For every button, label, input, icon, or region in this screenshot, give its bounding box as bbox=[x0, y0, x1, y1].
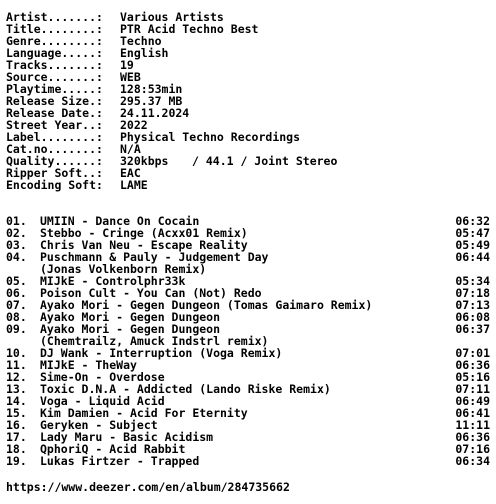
track-title: Ayako Mori - Gegen Dungeon bbox=[40, 322, 221, 336]
track-title: Voga - Liquid Acid bbox=[40, 394, 165, 408]
meta-value: PTR Acid Techno Best bbox=[120, 22, 259, 36]
meta-value: 128:53min bbox=[120, 82, 183, 96]
quality-rest: / 44.1 / Joint Stereo bbox=[192, 154, 338, 168]
meta-value: WEB bbox=[120, 70, 141, 84]
meta-key: Encoding Soft: bbox=[6, 178, 103, 192]
track-duration: 05:34 bbox=[455, 274, 490, 288]
track-number: 08. bbox=[6, 310, 27, 324]
meta-value: 19 bbox=[120, 58, 134, 72]
track-duration: 07:01 bbox=[455, 346, 490, 360]
metadata-block bbox=[6, 11, 490, 191]
track-title-continuation: (Jonas Volkenborn Remix) bbox=[40, 262, 207, 276]
meta-key: Title........: bbox=[6, 22, 103, 36]
track-duration: 06:49 bbox=[455, 394, 490, 408]
track-duration: 07:13 bbox=[455, 298, 490, 312]
track-title: Sime-On - Overdose bbox=[40, 370, 165, 384]
meta-value: LAME bbox=[120, 178, 148, 192]
track-title: Geryken - Subject bbox=[40, 418, 158, 432]
meta-value: 295.37 MB bbox=[120, 94, 183, 108]
track-title: Kim Damien - Acid For Eternity bbox=[40, 406, 248, 420]
quality-bitrate: 320kbps bbox=[120, 154, 169, 168]
meta-value: Various Artists bbox=[120, 10, 224, 24]
meta-key: Language.....: bbox=[6, 46, 103, 60]
track-number: 05. bbox=[6, 274, 27, 288]
track-number: 11. bbox=[6, 358, 27, 372]
meta-key: Cat.no.......: bbox=[6, 142, 103, 156]
tracklist bbox=[6, 215, 490, 467]
meta-key: Genre........: bbox=[6, 34, 103, 48]
track-number: 07. bbox=[6, 298, 27, 312]
meta-value: EAC bbox=[120, 166, 141, 180]
track-title: MIJkE - Controlphr33k bbox=[40, 274, 186, 288]
track-number: 01. bbox=[6, 214, 27, 228]
track-number: 09. bbox=[6, 322, 27, 336]
track-duration: 05:49 bbox=[455, 238, 490, 252]
track-duration: 06:36 bbox=[455, 358, 490, 372]
track-number: 18. bbox=[6, 442, 27, 456]
meta-key: Street Year..: bbox=[6, 118, 103, 132]
meta-key: Artist.......: bbox=[6, 10, 103, 24]
track-number: 04. bbox=[6, 250, 27, 264]
track-number: 15. bbox=[6, 406, 27, 420]
track-title: Ayako Mori - Gegen Dungeon (Tomas Gaimaro Remix) bbox=[40, 298, 373, 312]
track-number: 02. bbox=[6, 226, 27, 240]
track-number: 03. bbox=[6, 238, 27, 252]
track-number: 17. bbox=[6, 430, 27, 444]
track-title: UMIIN - Dance On Cocain bbox=[40, 214, 200, 228]
track-title: Toxic D.N.A - Addicted (Lando Riske Remix) bbox=[40, 382, 331, 396]
meta-key: Tracks.......: bbox=[6, 58, 103, 72]
track-number: 13. bbox=[6, 382, 27, 396]
track-number: 14. bbox=[6, 394, 27, 408]
track-duration: 07:11 bbox=[455, 382, 490, 396]
track-duration: 06:32 bbox=[455, 214, 490, 228]
track-title-continuation: (Chemtrailz, Amuck Indstrl remix) bbox=[40, 334, 269, 348]
track-duration: 06:36 bbox=[455, 430, 490, 444]
track-duration: 05:16 bbox=[455, 370, 490, 384]
track-duration: 06:41 bbox=[455, 406, 490, 420]
meta-key: Playtime.....: bbox=[6, 82, 103, 96]
track-duration: 07:18 bbox=[455, 286, 490, 300]
track-row bbox=[6, 455, 490, 467]
meta-key: Quality......: bbox=[6, 154, 103, 168]
track-duration: 05:47 bbox=[455, 226, 490, 240]
track-number: 19. bbox=[6, 454, 27, 468]
track-number: 06. bbox=[6, 286, 27, 300]
track-title: QphoriQ - Acid Rabbit bbox=[40, 442, 186, 456]
track-duration: 11:11 bbox=[455, 418, 490, 432]
track-number: 12. bbox=[6, 370, 27, 384]
track-title: Chris Van Neu - Escape Reality bbox=[40, 238, 248, 252]
track-duration: 06:34 bbox=[455, 454, 490, 468]
meta-key: Ripper Soft..: bbox=[6, 166, 103, 180]
track-title: Lukas Firtzer - Trapped bbox=[40, 454, 200, 468]
meta-key: Label........: bbox=[6, 130, 103, 144]
meta-value: N/A bbox=[120, 142, 141, 156]
meta-value: 2022 bbox=[120, 118, 148, 132]
album-url: https://www.deezer.com/en/album/284735662 bbox=[6, 480, 290, 494]
track-title: Ayako Mori - Gegen Dungeon bbox=[40, 310, 221, 324]
meta-value: Techno bbox=[120, 34, 162, 48]
meta-value: 24.11.2024 bbox=[120, 106, 190, 120]
track-number: 16. bbox=[6, 418, 27, 432]
track-duration: 06:08 bbox=[455, 310, 490, 324]
meta-value: Physical Techno Recordings bbox=[120, 130, 301, 144]
track-title: MIJkE - TheWay bbox=[40, 358, 137, 372]
track-title: Stebbo - Cringe (Acxx01 Remix) bbox=[40, 226, 248, 240]
meta-key: Release Date.: bbox=[6, 106, 103, 120]
track-title: Lady Maru - Basic Acidism bbox=[40, 430, 214, 444]
track-title: Poison Cult - You Can (Not) Redo bbox=[40, 286, 262, 300]
track-duration: 06:44 bbox=[455, 250, 490, 264]
track-duration: 06:37 bbox=[455, 322, 490, 336]
meta-row-encoding-soft bbox=[6, 179, 490, 191]
track-title: DJ Wank - Interruption (Voga Remix) bbox=[40, 346, 283, 360]
track-title: Puschmann & Pauly - Judgement Day bbox=[40, 250, 269, 264]
meta-value: English bbox=[120, 46, 169, 60]
meta-key: Release Size.: bbox=[6, 94, 103, 108]
track-number: 10. bbox=[6, 346, 27, 360]
track-duration: 07:16 bbox=[455, 442, 490, 456]
meta-key: Source.......: bbox=[6, 70, 103, 84]
